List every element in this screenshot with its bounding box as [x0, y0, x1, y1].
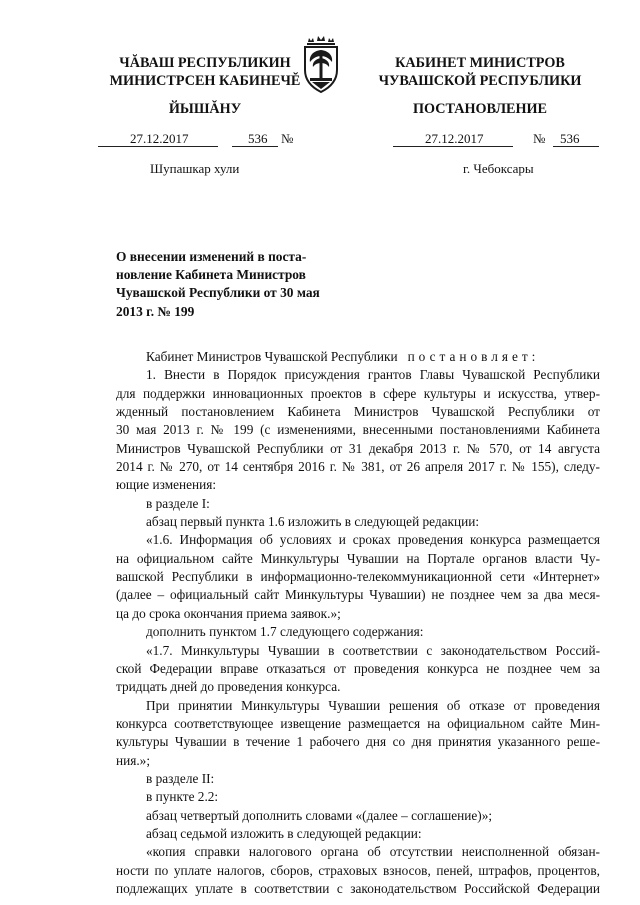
- document-body: [116, 348, 600, 898]
- left-org-name-line2: МИНИСТРСЕН КАБИНЕЧĔ: [109, 73, 301, 89]
- paragraph-line: При принятии Минкультуры Чувашии решения об отказе от проведения: [146, 697, 600, 713]
- paragraph-line: жденный постановлением Кабинета Министров Чувашской Республики от: [116, 404, 600, 420]
- paragraph-line: «копия справки налогового органа об отсутствии неисполненной обязан-: [146, 844, 600, 860]
- left-doc-type: ЙЫШĂНУ: [168, 101, 242, 117]
- right-date: 27.12.2017: [425, 131, 484, 146]
- preamble: [116, 348, 600, 366]
- left-org-name-line1: ЧĂВАШ РЕСПУБЛИКИН: [119, 55, 291, 71]
- right-number: 536: [560, 131, 580, 146]
- title-line: О внесении изменений в поста-: [116, 249, 307, 264]
- paragraph-line: конкурса соответствующее извещение размещается на официальном сайте Мин-: [116, 715, 600, 731]
- right-place: г. Чебоксары: [463, 161, 534, 176]
- paragraph-line: в разделе II:: [146, 770, 215, 786]
- title-line: новление Кабинета Министров: [116, 267, 306, 283]
- left-date: 27.12.2017: [130, 131, 189, 146]
- paragraph-line: «1.7. Минкультуры Чувашии в соответствии с законодательством Россий-: [146, 642, 600, 658]
- left-number-underline: [232, 146, 278, 147]
- paragraph-line: 2014 г. № 270, от 14 сентября 2016 г. № 381, от 26 апреля 2017 г. № 155), следу-: [116, 459, 600, 475]
- paragraph-line: ца до срока окончания приема заявок.»;: [116, 605, 341, 621]
- paragraph-line: культуры Чувашии в течение 1 рабочего дня со дня принятия указанного реше-: [116, 734, 600, 750]
- document-title: [116, 248, 334, 321]
- right-number-sign: №: [533, 131, 546, 146]
- left-place: Шупашкар хули: [150, 161, 240, 176]
- paragraph-line: на официальном сайте Минкультуры Чувашии на Портале органов власти Чу-: [116, 550, 600, 566]
- preamble-verb: постановляет:: [407, 349, 540, 364]
- paragraph-line: Министров Чувашской Республики от 31 декабря 2013 г. № 570, от 14 августа: [116, 440, 600, 456]
- paragraph-line: (далее – официальный сайт Минкультуры Чувашии) не позднее чем за два меся-: [116, 587, 600, 603]
- paragraph-line: 30 мая 2013 г. № 199 (с изменениями, внесенными постановлениями Кабинета: [116, 422, 600, 438]
- paragraph-line: для поддержки инновационных проектов в сфере культуры и искусства, утвер-: [116, 385, 600, 401]
- paragraph-line: ния.»;: [116, 752, 151, 768]
- paragraph-line: абзац первый пункта 1.6 изложить в следующей редакции:: [146, 514, 480, 530]
- paragraph-line: абзац четвертый дополнить словами «(далее – соглашение)»;: [146, 807, 493, 823]
- right-number-underline: [553, 146, 599, 147]
- paragraph-line: вашской Республики в информационно-телекоммуникационной сети «Интернет»: [116, 569, 600, 585]
- right-org-name-line2: ЧУВАШСКОЙ РЕСПУБЛИКИ: [378, 73, 582, 89]
- paragraph-line: 1. Внести в Порядок присуждения грантов Главы Чувашской Республики: [146, 367, 600, 383]
- paragraph-line: в пункте 2.2:: [146, 789, 219, 805]
- paragraph-line: ности по уплате налогов, сборов, страховых взносов, пеней, штрафов, процентов,: [116, 862, 600, 878]
- paragraph-line: в разделе I:: [146, 495, 210, 511]
- left-date-underline: [98, 146, 218, 147]
- paragraph-line: подлежащих уплате в соответствии с законодательством Российской Федерации: [116, 880, 600, 896]
- paragraph-line: дополнить пунктом 1.7 следующего содержания:: [146, 624, 424, 640]
- right-org-name-line1: КАБИНЕТ МИНИСТРОВ: [395, 55, 565, 71]
- preamble-subject: Кабинет Министров Чувашской Республики: [146, 349, 398, 364]
- paragraph-line: абзац седьмой изложить в следующей редакции:: [146, 825, 422, 841]
- paragraph-line: тридцать дней до проведения конкурса.: [116, 679, 341, 695]
- paragraph-line: ской Федерации вправе отказаться от проведения конкурса не позднее чем за: [116, 660, 600, 676]
- left-number: 536: [248, 131, 268, 146]
- paragraph-line: «1.6. Информация об условиях и сроках проведения конкурса размещается: [146, 532, 600, 548]
- paragraph-line: ющие изменения:: [116, 477, 217, 493]
- coat-of-arms-icon: [300, 36, 342, 101]
- title-line: Чувашской Республики от 30 мая: [116, 285, 320, 301]
- title-line: 2013 г. № 199: [116, 303, 195, 319]
- paragraph-list: [116, 366, 600, 898]
- right-date-underline: [393, 146, 513, 147]
- right-doc-type: ПОСТАНОВЛЕНИЕ: [412, 101, 548, 117]
- left-number-sign: №: [281, 131, 294, 146]
